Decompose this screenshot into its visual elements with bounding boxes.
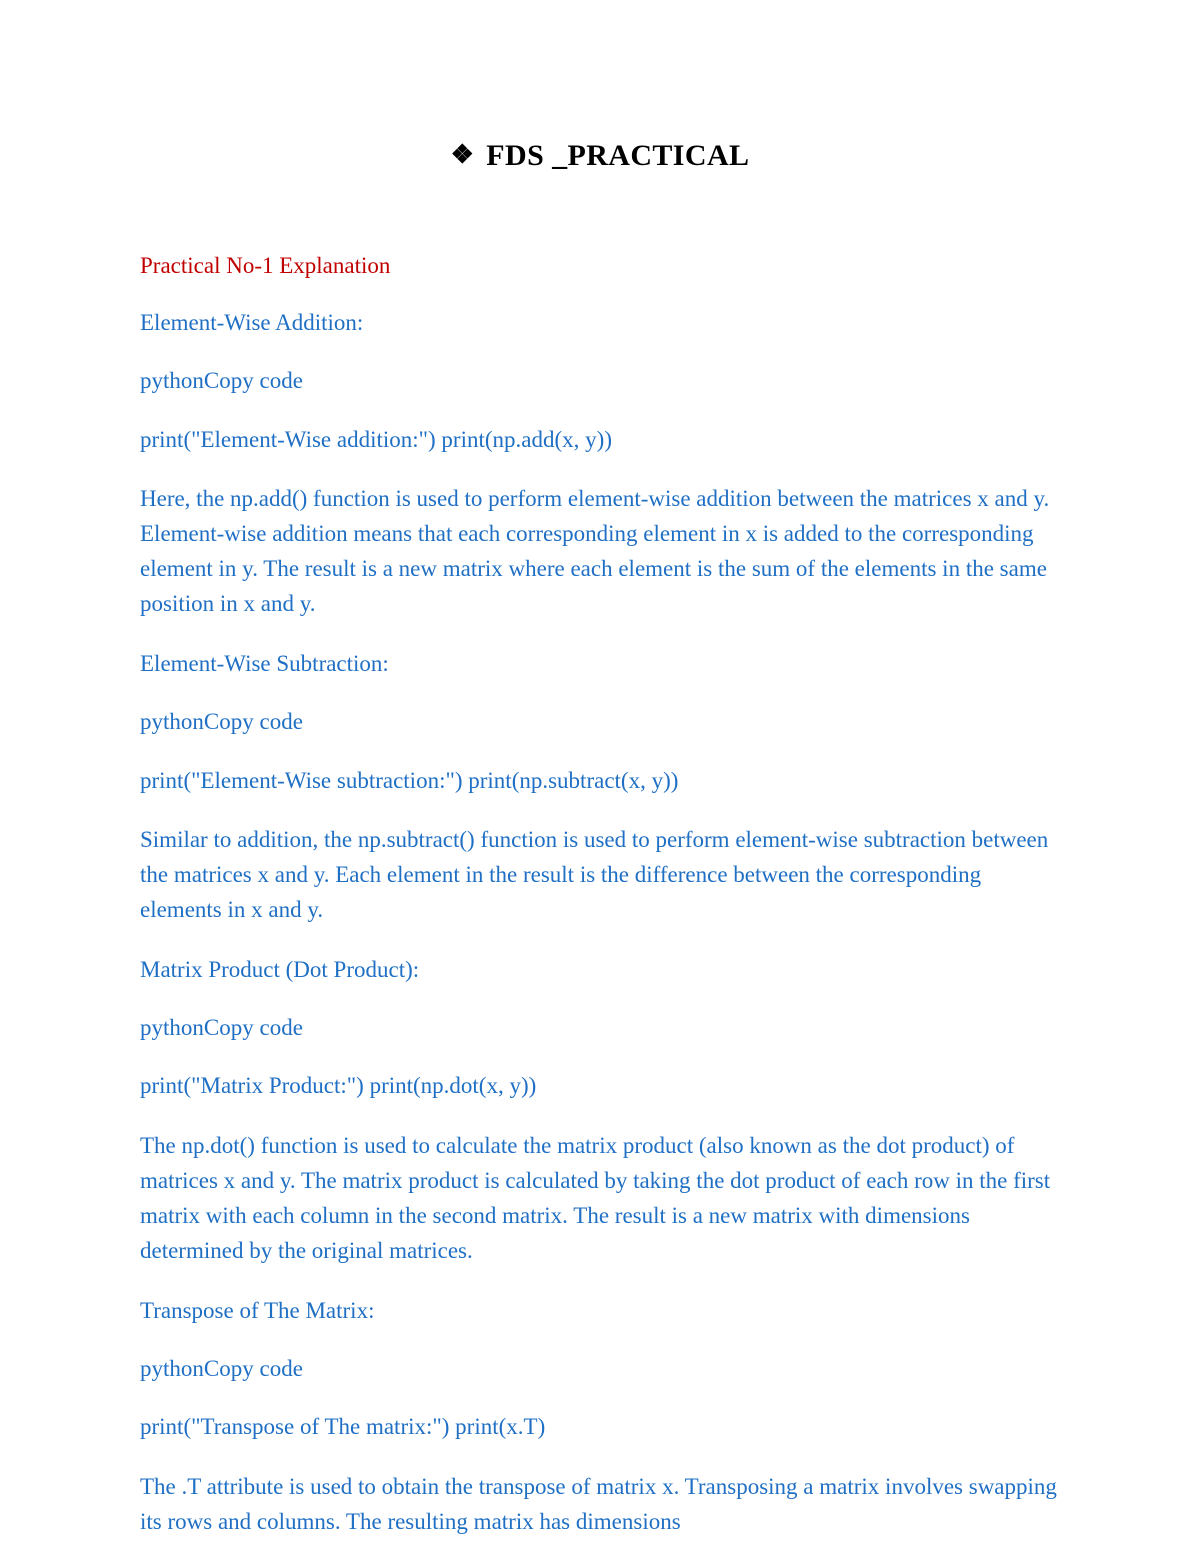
page-title [140, 138, 1060, 174]
section-heading: Practical No-1 Explanation [140, 253, 391, 278]
code-label-subtraction: pythonCopy code [140, 709, 303, 735]
subheading-transpose: Transpose of The Matrix: [140, 1297, 375, 1323]
subheading-subtraction: Element-Wise Subtraction: [140, 650, 389, 676]
code-snippet-addition: print("Element-Wise addition:") print(np.add(x, y)) [140, 426, 612, 452]
paragraph-subtraction: Similar to addition, the np.subtract() function is used to perform element-wise subtraction between the matrices x and y. Each element in the result is the difference between the corresponding elements in x and y. [140, 826, 1049, 922]
subheading-addition: Element-Wise Addition: [140, 310, 364, 336]
code-snippet-subtraction: print("Element-Wise subtraction:") print(np.subtract(x, y)) [140, 767, 679, 793]
page-title-text: FDS _PRACTICAL [486, 139, 750, 172]
code-label-matrix-product: pythonCopy code [140, 1015, 303, 1041]
paragraph-matrix-product: The np.dot() function is used to calculate the matrix product (also known as the dot product) of matrices x and y. The matrix product is calculated by taking the dot product of each row in the first matrix with each column in the second matrix. The result is a new matrix with dimensions determined by the original matrices. [140, 1132, 1051, 1263]
subheading-matrix-product: Matrix Product (Dot Product): [140, 956, 420, 982]
paragraph-addition: Here, the np.add() function is used to perform element-wise addition between the matrices x and y. Element-wise addition means that each corresponding element in x is added to the corresponding element in y. The result is a new matrix where each element is the sum of the elements in the same position in x and y. [140, 486, 1050, 616]
diamond-bullet-icon: ❖ [450, 140, 475, 169]
code-snippet-transpose: print("Transpose of The matrix:") print(x.T) [140, 1414, 546, 1440]
code-snippet-matrix-product: print("Matrix Product:") print(np.dot(x, y)) [140, 1073, 537, 1099]
code-label-addition: pythonCopy code [140, 368, 303, 394]
code-label-transpose: pythonCopy code [140, 1355, 303, 1381]
paragraph-transpose: The .T attribute is used to obtain the transpose of matrix x. Transposing a matrix involves swapping its rows and columns. The resulting matrix has dimensions [140, 1473, 1057, 1534]
